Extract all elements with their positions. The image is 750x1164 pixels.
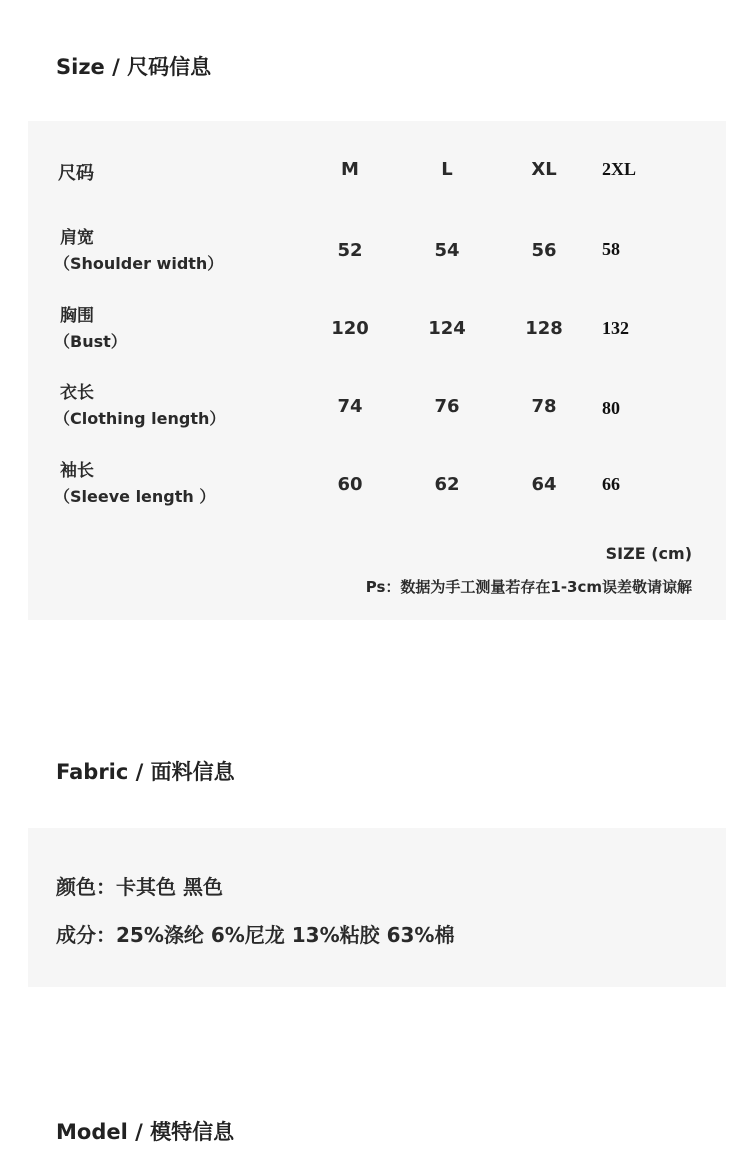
size-cell: 78 <box>531 396 557 417</box>
measurement-note: Ps：数据为手工测量若存在1-3cm误差敬请谅解 <box>365 578 692 596</box>
fabric-section-title: Fabric / 面料信息 <box>56 760 235 784</box>
size-cell: 52 <box>337 240 363 261</box>
row-label-en: （Bust） <box>54 332 127 351</box>
size-column-xl: XL <box>531 159 557 180</box>
model-section-title: Model / 模特信息 <box>56 1120 235 1144</box>
row-label-en: （Clothing length） <box>54 409 226 428</box>
row-label-bust <box>54 301 127 352</box>
size-cell: 76 <box>434 396 460 417</box>
row-label-zh: 袖长 <box>60 461 94 481</box>
size-cell: 132 <box>602 318 629 338</box>
size-cell: 74 <box>337 396 363 417</box>
size-cell: 54 <box>434 240 460 261</box>
size-table-panel <box>28 121 726 620</box>
size-cell: 60 <box>337 474 363 495</box>
fabric-color-line: 颜色：卡其色 黑色 <box>56 875 223 899</box>
row-label-en: （Shoulder width） <box>54 254 224 273</box>
size-column-l: L <box>441 159 453 180</box>
size-header-label: 尺码 <box>58 163 94 184</box>
size-column-2xl: 2XL <box>602 159 637 179</box>
size-cell: 80 <box>602 398 620 418</box>
size-column-m: M <box>341 159 359 180</box>
size-section-title: Size / 尺码信息 <box>56 55 212 79</box>
size-cell: 66 <box>602 474 620 494</box>
row-label-shoulder <box>54 223 223 274</box>
row-label-zh: 胸围 <box>60 306 94 326</box>
size-cell: 56 <box>531 240 557 261</box>
size-cell: 58 <box>602 239 620 259</box>
size-cell: 64 <box>531 474 557 495</box>
fabric-info-panel <box>28 828 726 987</box>
fabric-composition-line: 成分：25%涤纶 6%尼龙 13%粘胶 63%棉 <box>56 923 455 947</box>
size-unit-label: SIZE (cm) <box>605 544 692 563</box>
row-label-zh: 衣长 <box>60 383 94 403</box>
row-label-en: （Sleeve length ） <box>54 487 216 506</box>
size-cell: 124 <box>428 318 466 339</box>
size-cell: 128 <box>525 318 563 339</box>
row-label-zh: 肩宽 <box>60 228 94 248</box>
row-label-sleeve-length <box>54 456 215 507</box>
row-label-clothing-length <box>54 378 225 429</box>
size-cell: 120 <box>331 318 369 339</box>
size-cell: 62 <box>434 474 460 495</box>
